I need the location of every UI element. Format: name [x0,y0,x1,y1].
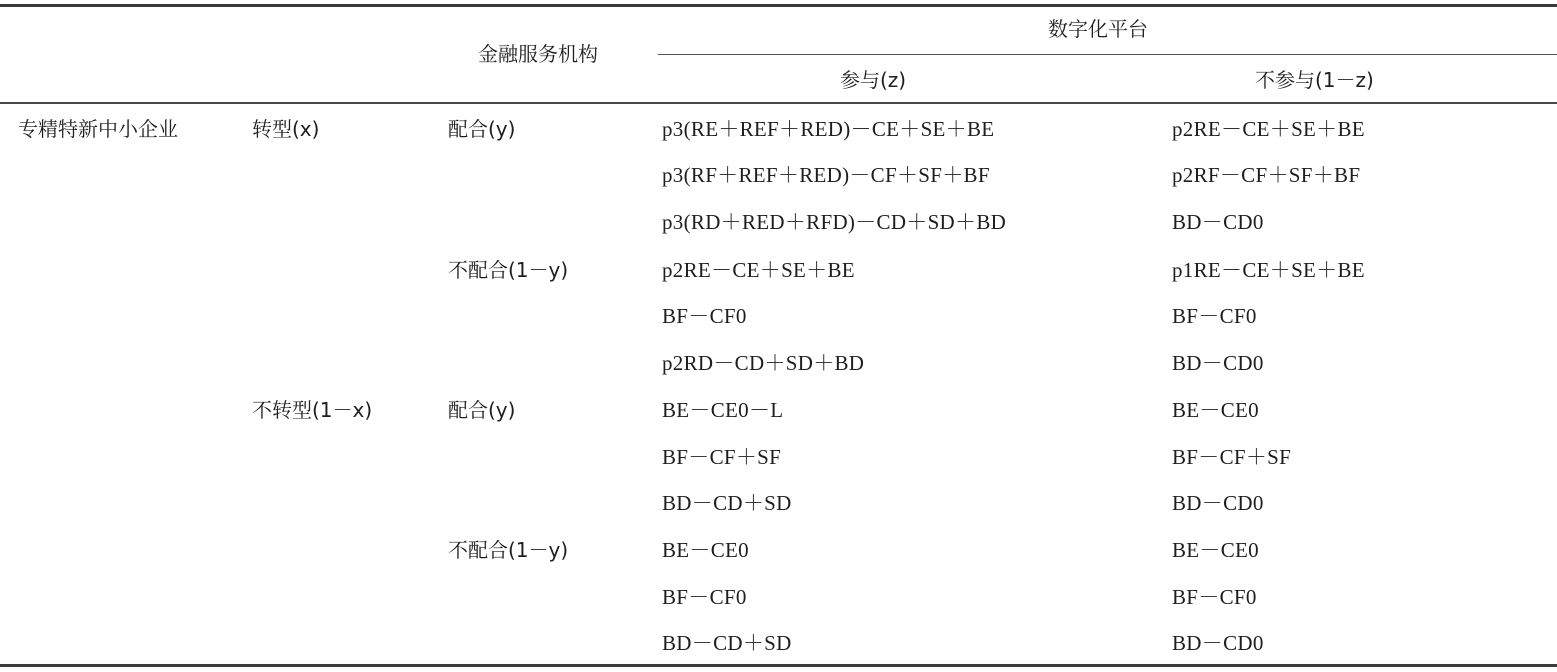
row-label-cooperate: 配合(y) [448,398,516,422]
header-financial-institution: 金融服务机构 [478,42,598,66]
payoff-participate: BF－CF0 [662,304,747,328]
payoff-participate: BD－CD＋SD [662,631,792,655]
header-bottom-rule [0,102,1557,104]
table-bottom-rule [0,664,1557,667]
payoff-not-participate: BD－CD0 [1172,210,1264,234]
header-digital-platform: 数字化平台 [1048,17,1148,41]
row-label-transform: 转型(x) [252,117,320,141]
payoff-participate: BF－CF0 [662,585,747,609]
payoff-participate: BF－CF＋SF [662,445,782,469]
header-participate: 参与(z) [840,68,907,92]
payoff-participate: BE－CE0 [662,538,749,562]
payoff-participate: p2RE－CE＋SE＋BE [662,258,855,282]
payoff-not-participate: BD－CD0 [1172,631,1264,655]
payoff-not-participate: BE－CE0 [1172,398,1259,422]
payoff-participate: p3(RF＋REF＋RED)－CF＋SF＋BF [662,163,990,187]
payoff-not-participate: BF－CF0 [1172,304,1257,328]
payoff-not-participate: BF－CF＋SF [1172,445,1292,469]
payoff-participate: p2RD－CD＋SD＋BD [662,351,865,375]
payoff-participate: p3(RE＋REF＋RED)－CE＋SE＋BE [662,117,995,141]
payoff-not-participate: p1RE－CE＋SE＋BE [1172,258,1365,282]
payoff-participate: BE－CE0－L [662,398,784,422]
row-label-cooperate: 配合(y) [448,117,516,141]
payoff-not-participate: BD－CD0 [1172,351,1264,375]
row-label-not-cooperate: 不配合(1－y) [448,258,569,282]
header-not-participate: 不参与(1－z) [1255,68,1374,92]
header-sub-rule [658,54,1557,55]
row-label-sme: 专精特新中小企业 [18,117,178,141]
payoff-participate: BD－CD＋SD [662,491,792,515]
row-label-not-transform: 不转型(1－x) [252,398,373,422]
payoff-not-participate: BD－CD0 [1172,491,1264,515]
table-top-rule [0,4,1557,7]
payoff-not-participate: p2RE－CE＋SE＋BE [1172,117,1365,141]
payoff-not-participate: BF－CF0 [1172,585,1257,609]
payoff-not-participate: p2RF－CF＋SF＋BF [1172,163,1361,187]
payoff-not-participate: BE－CE0 [1172,538,1259,562]
payoff-participate: p3(RD＋RED＋RFD)－CD＋SD＋BD [662,210,1007,234]
row-label-not-cooperate: 不配合(1－y) [448,538,569,562]
